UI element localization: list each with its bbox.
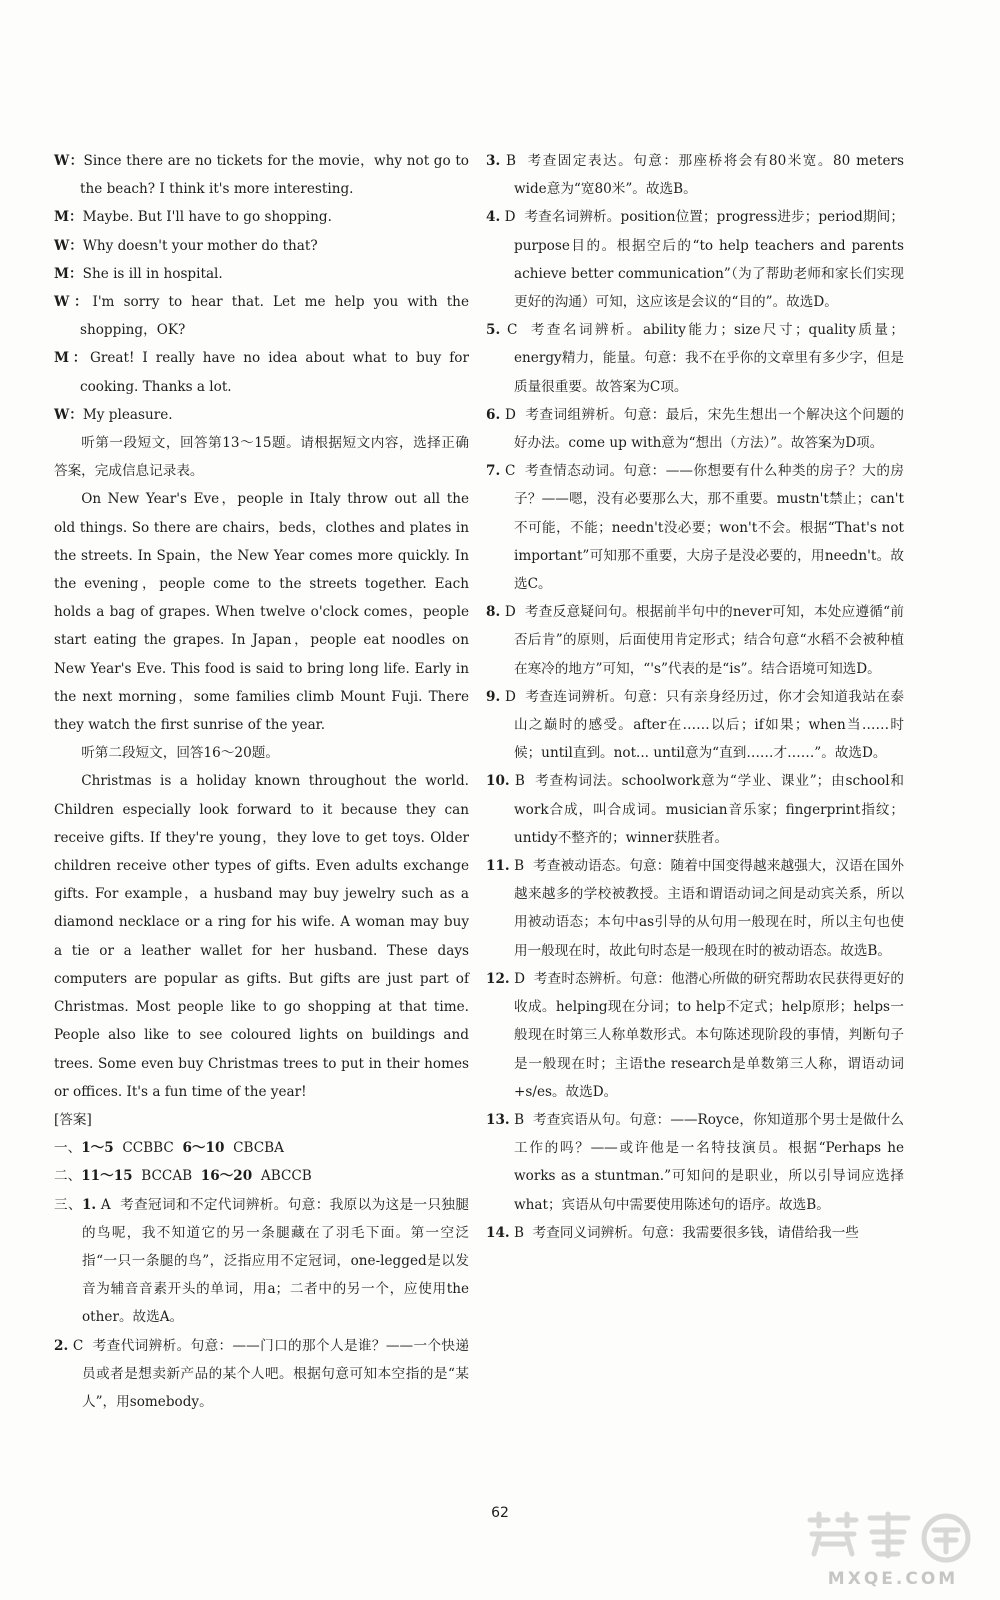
answer-key: ABCCB bbox=[260, 1168, 312, 1185]
speaker: W： bbox=[54, 153, 84, 169]
speaker: W： bbox=[54, 237, 83, 254]
explanation-text: 考查代词辨析。句意：——门口的那个人是谁？——一个快递员或者是想卖新产品的某个人吧。根据句意可知本空指的是“某人”，用somebody。 bbox=[82, 1337, 470, 1410]
dialogue-text: Great! I really have no idea about what to buy for cooking. Thanks a lot. bbox=[80, 350, 469, 395]
question-number: 12. bbox=[486, 970, 510, 987]
explanation-item bbox=[54, 1191, 469, 1332]
watermark-logo bbox=[798, 1510, 988, 1592]
question-number: 13. bbox=[486, 1111, 510, 1128]
explanation-text: 考查时态辨析。句意：他潜心所做的研究帮助农民获得更好的收成。helping现在分词；to help不定式；help原形；helps一般现在时第三人称单数形式。本句陈述现阶段的事情，判断句子是一般现在时；主语the research是单数第三人称，谓语动词+s/es。故选D。 bbox=[514, 970, 905, 1100]
answer-letter: A bbox=[100, 1196, 111, 1213]
answer-row bbox=[54, 1162, 469, 1190]
answer-letter: D bbox=[504, 209, 516, 226]
section-label: 二、 bbox=[54, 1168, 82, 1185]
dialogue-line bbox=[54, 203, 469, 231]
explanation-item bbox=[486, 1106, 904, 1219]
dialogue-line bbox=[54, 232, 469, 260]
question-number: 6. bbox=[486, 406, 501, 423]
question-number: 10. bbox=[486, 773, 510, 790]
question-number: 14. bbox=[486, 1224, 510, 1241]
explanation-text: 考查构词法。schoolwork意为“学业、课业”；由school和work合成，叫合成词。musician音乐家；fingerprint指纹；untidy不整齐的；winner获胜者。 bbox=[514, 773, 904, 846]
speaker: W： bbox=[54, 294, 93, 311]
answer-letter: B bbox=[513, 1224, 524, 1241]
explanation-item bbox=[486, 401, 904, 457]
explanation-item bbox=[486, 203, 904, 316]
explanation-item bbox=[486, 767, 904, 852]
answer-letter: D bbox=[504, 688, 516, 705]
question-number: 5. bbox=[486, 322, 501, 339]
range-label: 6～10 bbox=[182, 1140, 225, 1157]
explanation-text: 考查名词辨析。ability能力；size尺寸；quality质量；energy精力，能量。句意：我不在乎你的文章里有多少字，但是质量很重要。故答案为C项。 bbox=[514, 322, 904, 395]
listening-instruction-1: 听第一段短文，回答第13～15题。请根据短文内容，选择正确答案，完成信息记录表。 bbox=[54, 435, 469, 480]
dialogue-text: I'm sorry to hear that. Let me help you with the shopping，OK? bbox=[80, 294, 469, 339]
page-number: 62 bbox=[491, 1505, 509, 1521]
dialogue-text: She is ill in hospital. bbox=[82, 265, 223, 282]
section-label: 三、 bbox=[54, 1196, 82, 1213]
dialogue-line bbox=[54, 260, 469, 288]
question-number: 8. bbox=[486, 604, 501, 621]
explanation-item bbox=[486, 1219, 904, 1247]
dialogue-line bbox=[54, 344, 469, 400]
answer-letter: C bbox=[506, 322, 518, 339]
passage-christmas: Christmas is a holiday known throughout the world. Children especially look forward to it because they can receive gifts. If they're young，they love to get toys. Older children receive other types of gifts. Even adults exchange gifts. For example，a husband may buy jewelry such as a diamond necklace or a ring for his wife. A woman may buy a tie or a leather wallet for her husband. These days computers are popular as gifts. But gifts are just part of Christmas. Most people like to go shopping at that time. People also like to see coloured lights on buildings and trees. Some even buy Christmas trees to put in their homes or offices. It's a fun time of the year! bbox=[54, 773, 469, 1100]
speaker: W： bbox=[54, 406, 83, 423]
listening-instruction-2: 听第二段短文，回答16～20题。 bbox=[81, 745, 279, 762]
answer-letter: B bbox=[514, 773, 525, 790]
question-number: 1. bbox=[81, 1196, 97, 1213]
answer-key: BCCAB bbox=[141, 1168, 193, 1185]
watermark-url: MXQE.COM bbox=[827, 1569, 959, 1589]
explanation-item bbox=[486, 683, 904, 768]
speaker: M： bbox=[54, 209, 83, 226]
question-number: 9. bbox=[486, 688, 501, 705]
dialogue-line bbox=[54, 147, 469, 203]
explanation-text: 考查宾语从句。句意：——Royce，你知道那个男士是做什么工作的吗？——或许他是一名特技演员。根据“Perhaps he works as a stuntman.”可知问的是职业，所以引导词应选择what；宾语从句中需要使用陈述句的语序。故选B。 bbox=[514, 1111, 904, 1213]
answer-circle-logo-icon bbox=[798, 1510, 988, 1592]
speaker: M： bbox=[54, 350, 90, 367]
range-label: 1～5 bbox=[81, 1140, 114, 1157]
question-number: 3. bbox=[486, 153, 501, 169]
answer-letter: D bbox=[504, 604, 516, 621]
explanation-text: 考查名词辨析。position位置；progress进步；period期间；purpose目的。根据空后的“to help teachers and parents achieve better communication”（为了帮助老师和家长们实现更好的沟通）可知，这应该是会议的“目的”。故选D。 bbox=[514, 209, 904, 311]
answer-letter: C bbox=[72, 1337, 84, 1354]
explanation-text: 考查反意疑问句。根据前半句中的never可知，本处应遵循“前否后肯”的原则，后面使用肯定形式；结合句意“水稻不会被种植在寒冷的地方”可知，“'s”代表的是“is”。结合语境可知选D。 bbox=[514, 604, 904, 677]
passage-new-years-eve: On New Year's Eve，people in Italy throw out all the old things. So there are chairs，beds，clothes and plates in the streets. In Spain，the New Year comes more quickly. In the evening，people come to the streets together. Each holds a bag of grapes. When twelve o'clock comes，people start eating the grapes. In Japan，people eat noodles on New Year's Eve. This food is said to bring long life. Early in the next morning，some families climb Mount Fuji. There they watch the first sunrise of the year. bbox=[54, 491, 469, 734]
explanation-item bbox=[486, 457, 904, 598]
explanation-text: 考查情态动词。句意：——你想要有什么种类的房子？大的房子？——嗯，没有必要那么大，那不重要。mustn't禁止；can't不可能，不能；needn't没必要；won't不会。根据“That's not important”可知那不重要，大房子是没必要的，用needn't。故选C。 bbox=[514, 463, 905, 593]
speaker: M： bbox=[54, 265, 83, 282]
explanation-text: 考查被动语态。句意：随着中国变得越来越强大，汉语在国外越来越多的学校被教授。主语和谓语动词之间是动宾关系，所以用被动语态；本句中as引导的从句用一般现在时，所以主句也使用一般现在时，故此句时态是一般现在时的被动语态。故选B。 bbox=[514, 858, 905, 959]
explanation-text: 考查固定表达。句意：那座桥将会有80米宽。80 meters wide意为“宽80米”。故选B。 bbox=[514, 153, 904, 198]
range-label: 16～20 bbox=[200, 1168, 253, 1185]
explanation-text: 考查同义词辨析。句意：我需要很多钱，请借给我一些 bbox=[532, 1224, 859, 1241]
explanation-text: 考查连词辨析。句意：只有亲身经历过，你才会知道我站在泰山之巅时的感受。after在……以后；if如果；when当……时候；until直到。not... until意为“直到……才……”。故选D。 bbox=[514, 688, 904, 762]
explanation-item bbox=[486, 965, 904, 1106]
answer-row bbox=[54, 1134, 469, 1162]
explanation-item bbox=[486, 852, 904, 965]
explanation-item bbox=[486, 147, 904, 203]
dialogue-text: Why doesn't your mother do that? bbox=[82, 237, 318, 254]
answer-letter: D bbox=[514, 970, 526, 987]
explanation-text: 考查冠词和不定代词辨析。句意：我原以为这是一只独腿的鸟呢，我不知道它的另一条腿藏在了羽毛下面。第一空泛指“一只一条腿的鸟”，泛指应用不定冠词，one-legged是以发音为辅音音素开头的单词，用a；二者中的另一个，应使用the other。故选A。 bbox=[82, 1196, 470, 1326]
dialogue-text: Since there are no tickets for the movie，why not go to the beach? I think it's more interesting. bbox=[80, 153, 469, 198]
question-number: 2. bbox=[54, 1337, 69, 1354]
dialogue-line bbox=[54, 288, 469, 344]
question-number: 4. bbox=[486, 209, 501, 226]
answer-letter: B bbox=[514, 858, 525, 875]
explanation-item bbox=[486, 598, 904, 683]
answer-key: CBCBA bbox=[233, 1140, 284, 1157]
question-number: 11. bbox=[486, 858, 510, 875]
explanation-text: 考查词组辨析。句意：最后，宋先生想出一个解决这个问题的好办法。come up with意为“想出（方法）”。故答案为D项。 bbox=[514, 406, 904, 452]
answer-letter: C bbox=[505, 463, 516, 480]
answer-key: CCBBC bbox=[122, 1140, 174, 1157]
answer-letter: D bbox=[504, 406, 516, 423]
dialogue-text: My pleasure. bbox=[82, 406, 173, 423]
explanation-item bbox=[486, 316, 904, 401]
dialogue-text: Maybe. But I'll have to go shopping. bbox=[82, 209, 332, 226]
left-column bbox=[54, 147, 469, 1416]
answer-letter: B bbox=[506, 153, 517, 169]
section-label: 一、 bbox=[54, 1140, 82, 1157]
explanation-item bbox=[54, 1332, 469, 1417]
dialogue-line bbox=[54, 401, 469, 429]
answer-letter: B bbox=[514, 1111, 525, 1128]
range-label: 11～15 bbox=[81, 1168, 133, 1185]
right-column bbox=[486, 147, 904, 1247]
question-number: 7. bbox=[486, 463, 501, 480]
answers-heading: [答案] bbox=[54, 1111, 92, 1128]
